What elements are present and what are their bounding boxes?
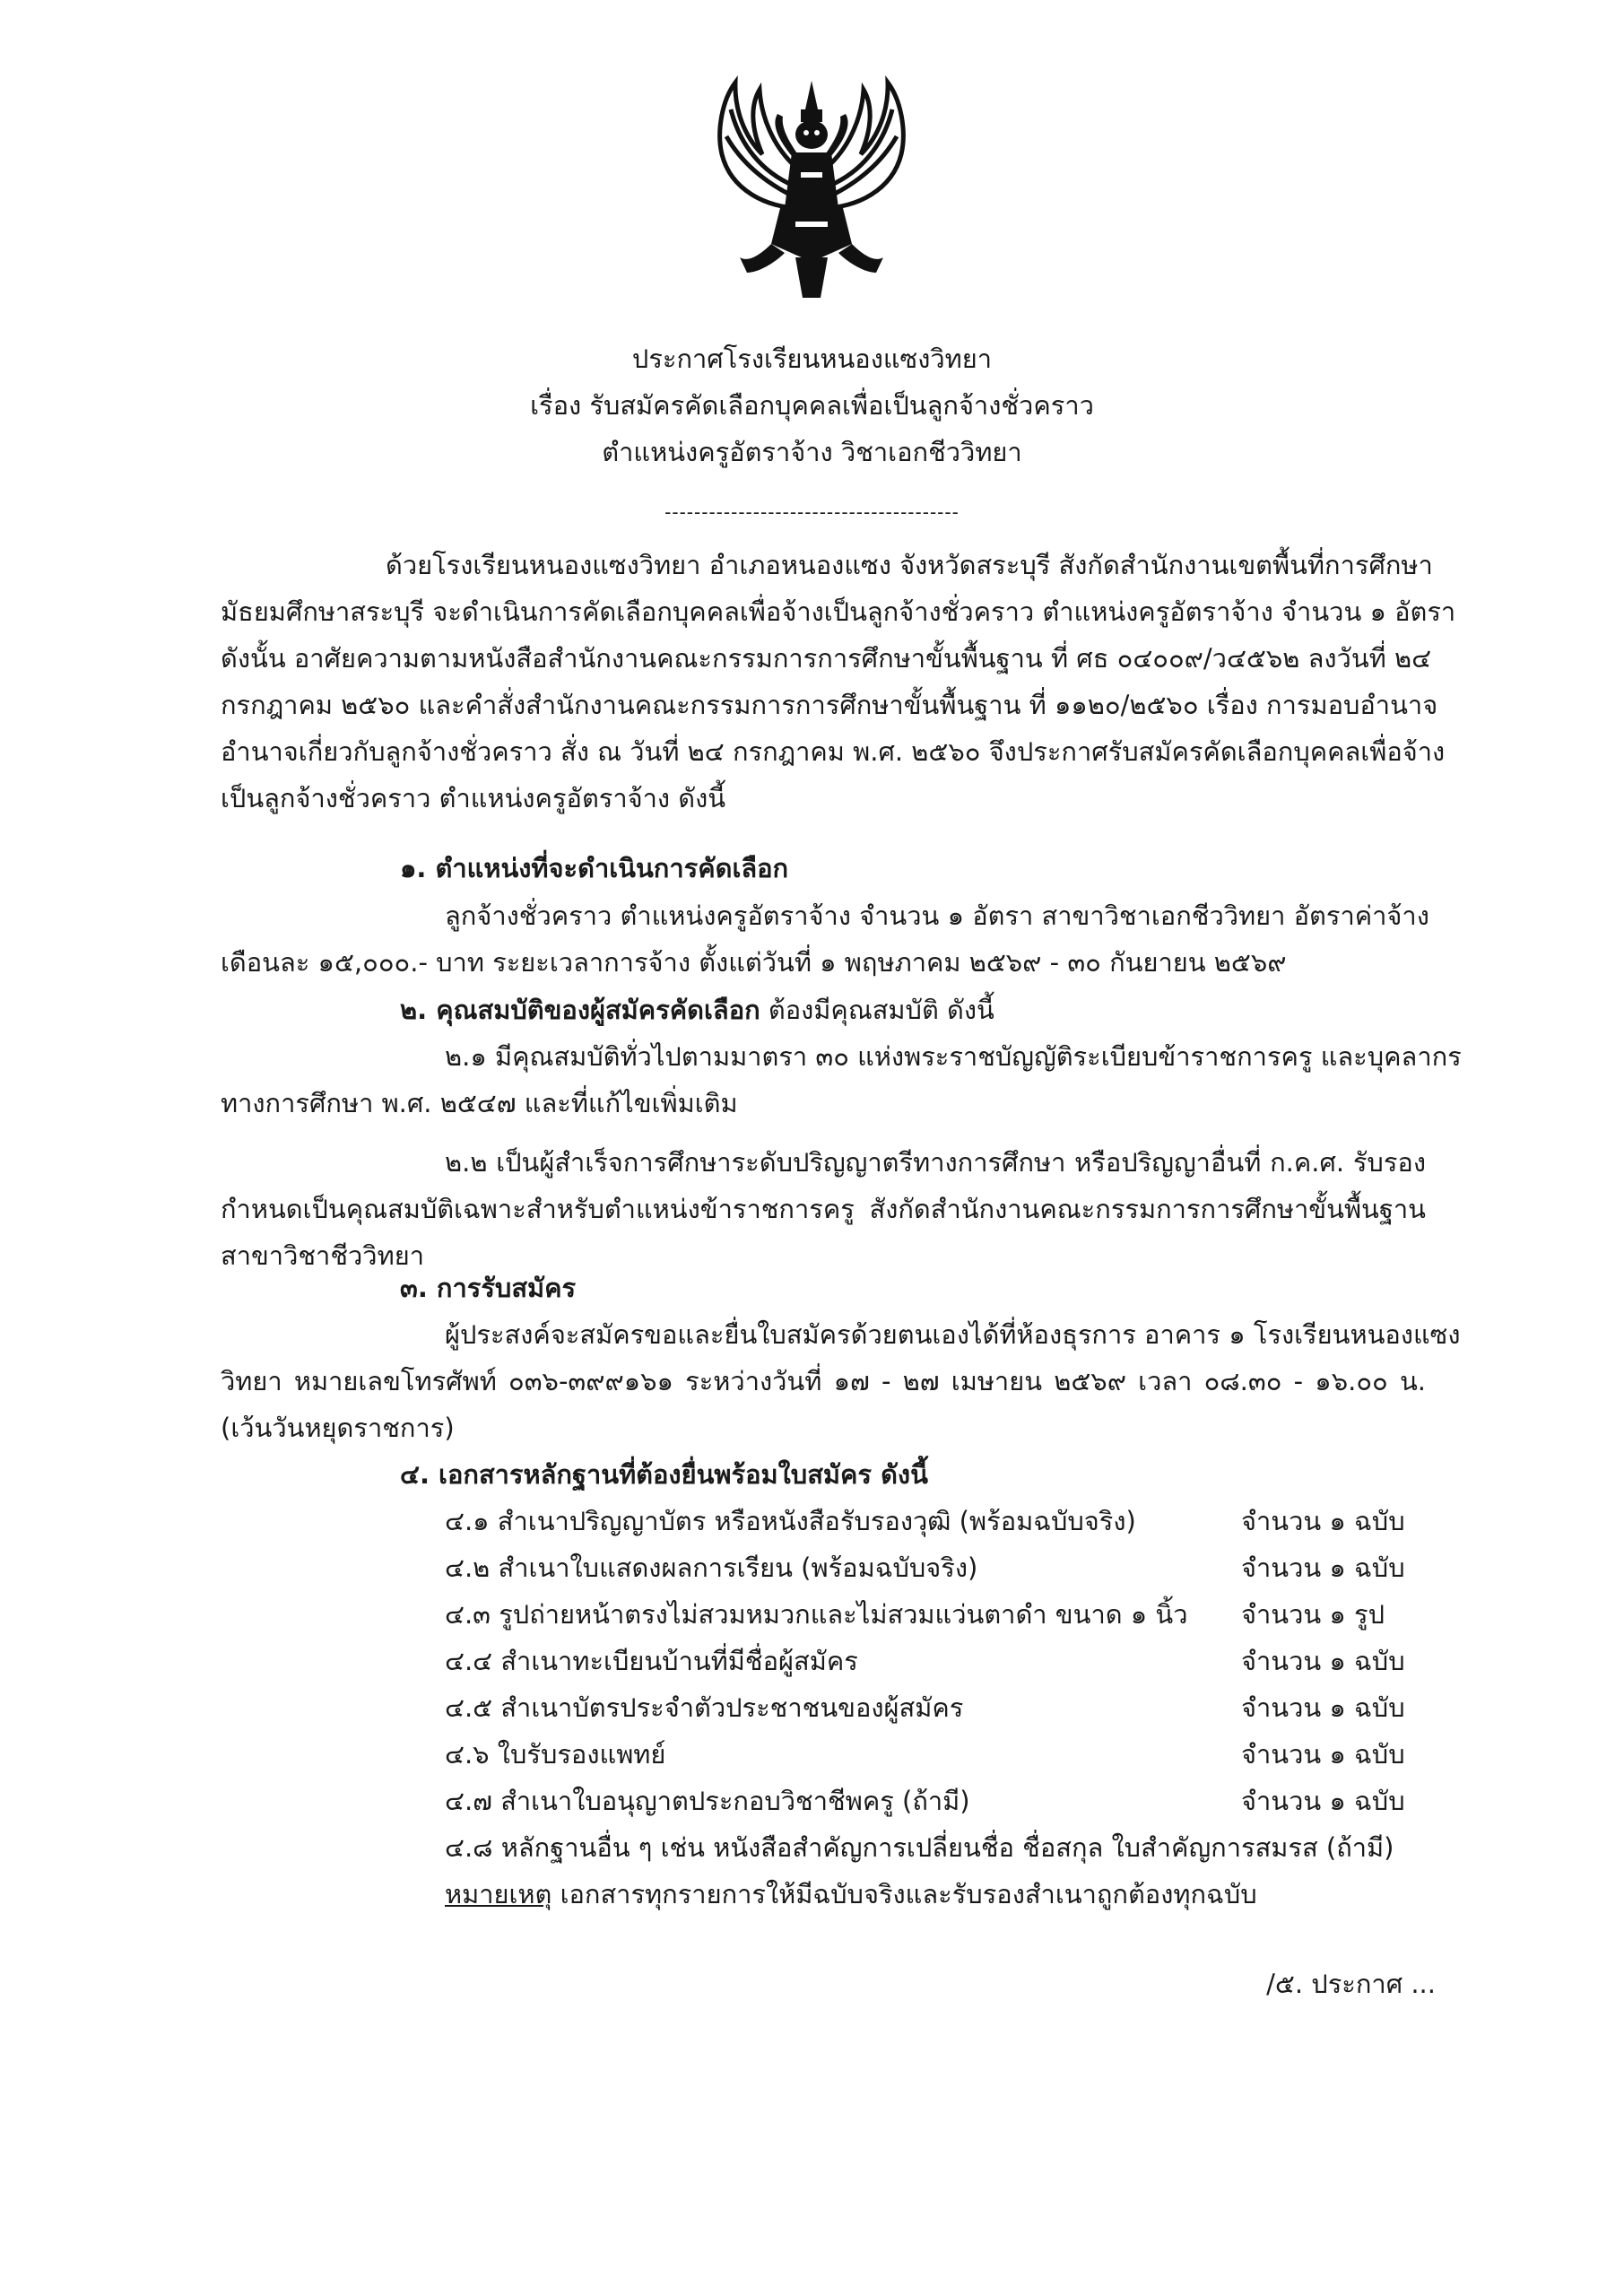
announcement-title: ประกาศโรงเรียนหนองแซงวิทยา [631,344,993,374]
note-row [445,1871,1257,1918]
document-item [445,1498,1422,1544]
document-item-name: ๔.๑ สำเนาปริญญาบัตร หรือหนังสือรับรองวุฒิ (พร้อมฉบับจริง) [445,1506,1136,1536]
page-continuation: /๕. ประกาศ ... [1266,1969,1436,1999]
document-item [445,1684,1422,1731]
section-2-2-line-2: กำหนดเป็นคุณสมบัติเฉพาะสำหรับตำแหน่งข้าราชการครู สังกัดสำนักงานคณะกรรมการการศึกษาขั้นพื้นฐาน [221,1194,1426,1224]
garuda-emblem [695,74,928,302]
intro-line-5: อำนาจเกี่ยวกับลูกจ้างชั่วคราว สั่ง ณ วันที่ ๒๔ กรกฎาคม พ.ศ. ๒๕๖๐ จึงประกาศรับสมัครคัดเลือกบุคคลเพื่อจ้าง [221,736,1446,767]
intro-line-2: มัธยมศึกษาสระบุรี จะดำเนินการคัดเลือกบุคคลเพื่อจ้างเป็นลูกจ้างชั่วคราว ตำแหน่งครูอัตราจ้าง จำนวน ๑ อัตรา [221,596,1456,627]
section-2-heading: ๒. คุณสมบัติของผู้สมัครคัดเลือก [400,995,760,1025]
intro-line-6: เป็นลูกจ้างชั่วคราว ตำแหน่งครูอัตราจ้าง ดังนี้ [221,783,726,813]
document-item-qty: จำนวน ๑ ฉบับ [1241,1506,1405,1536]
document-item-qty: จำนวน ๑ ฉบับ [1241,1786,1405,1816]
announcement-position: ตำแหน่งครูอัตราจ้าง วิชาเอกชีววิทยา [602,437,1022,467]
document-item-qty: จำนวน ๑ ฉบับ [1241,1552,1405,1583]
announcement-subject: เรื่อง รับสมัครคัดเลือกบุคคลเพื่อเป็นลูกจ้างชั่วคราว [530,390,1094,421]
section-1-heading: ๑. ตำแหน่งที่จะดำเนินการคัดเลือก [400,853,789,883]
section-2-1-line-2: ทางการศึกษา พ.ศ. ๒๕๔๗ และที่แก้ไขเพิ่มเติม [221,1088,738,1118]
section-2-1-line-1: ๒.๑ มีคุณสมบัติทั่วไปตามมาตรา ๓๐ แห่งพระราชบัญญัติระเบียบข้าราชการครู และบุคลากร [445,1041,1462,1072]
section-3-line-1: ผู้ประสงค์จะสมัครขอและยื่นใบสมัครด้วยตนเองได้ที่ห้องธุรการ อาคาร ๑ โรงเรียนหนองแซง [445,1319,1461,1350]
document-item [445,1638,1422,1684]
note-text: เอกสารทุกรายการให้มีฉบับจริงและรับรองสำเนาถูกต้องทุกฉบับ [551,1879,1257,1909]
section-2-heading-row [400,987,994,1033]
document-item [445,1591,1422,1638]
document-item [445,1544,1422,1591]
document-item-qty: จำนวน ๑ ฉบับ [1241,1692,1405,1723]
section-2-2-line-3: สาขาวิชาชีววิทยา [221,1240,424,1271]
document-item-name: ๔.๖ ใบรับรองแพทย์ [445,1739,666,1770]
document-item [445,1778,1422,1824]
intro-line-3: ดังนั้น อาศัยความตามหนังสือสำนักงานคณะกรรมการการศึกษาขั้นพื้นฐาน ที่ ศธ ๐๔๐๐๙/ว๔๕๖๒ ลงวันที่ ๒๔ [221,643,1432,674]
header-divider: ---------------------------------------- [664,501,960,523]
document-item-name: ๔.๒ สำเนาใบแสดงผลการเรียน (พร้อมฉบับจริง) [445,1552,978,1583]
section-3-line-2: วิทยา หมายเลขโทรศัพท์ ๐๓๖-๓๙๙๑๖๑ ระหว่างวันที่ ๑๗ - ๒๗ เมษายน ๒๕๖๙ เวลา ๐๘.๓๐ - ๑๖.๐๐ น. [221,1366,1426,1396]
document-item-name: ๔.๓ รูปถ่ายหน้าตรงไม่สวมหมวกและไม่สวมแว่นตาดำ ขนาด ๑ นิ้ว [445,1599,1188,1630]
note-label: หมายเหตุ [445,1879,552,1909]
document-item-name: ๔.๗ สำเนาใบอนุญาตประกอบวิชาชีพครู (ถ้ามี) [445,1786,970,1816]
intro-line-4: กรกฎาคม ๒๕๖๐ และคำสั่งสำนักงานคณะกรรมการการศึกษาขั้นพื้นฐาน ที่ ๑๑๒๐/๒๕๖๐ เรื่อง การมอบอำนาจ [221,690,1438,720]
section-3-line-3: (เว้นวันหยุดราชการ) [221,1413,455,1443]
section-3-heading: ๓. การรับสมัคร [400,1273,577,1303]
document-item-qty: จำนวน ๑ ฉบับ [1241,1646,1405,1676]
document-item [445,1731,1422,1778]
section-2-2-line-1: ๒.๒ เป็นผู้สำเร็จการศึกษาระดับปริญญาตรีทางการศึกษา หรือปริญญาอื่นที่ ก.ค.ศ. รับรอง [445,1147,1426,1178]
section-2-heading-tail: ต้องมีคุณสมบัติ ดังนี้ [760,995,994,1025]
section-1-line-1: ลูกจ้างชั่วคราว ตำแหน่งครูอัตราจ้าง จำนวน ๑ อัตรา สาขาวิชาเอกชีววิทยา อัตราค่าจ้าง [445,900,1429,931]
document-item-qty: จำนวน ๑ รูป [1241,1599,1385,1630]
intro-line-1: ด้วยโรงเรียนหนองแซงวิทยา อำเภอหนองแซง จังหวัดสระบุรี สังกัดสำนักงานเขตพื้นที่การศึกษา [386,550,1433,580]
section-4-heading: ๔. เอกสารหลักฐานที่ต้องยื่นพร้อมใบสมัคร ดังนี้ [400,1459,928,1490]
section-1-line-2: เดือนละ ๑๕,๐๐๐.- บาท ระยะเวลาการจ้าง ตั้งแต่วันที่ ๑ พฤษภาคม ๒๕๖๙ - ๓๐ กันยายน ๒๕๖๙ [221,947,1287,978]
document-item-qty: จำนวน ๑ ฉบับ [1241,1739,1405,1770]
document-item-name: ๔.๔ สำเนาทะเบียนบ้านที่มีชื่อผู้สมัคร [445,1646,858,1676]
document-item-8: ๔.๘ หลักฐานอื่น ๆ เช่น หนังสือสำคัญการเปลี่ยนชื่อ ชื่อสกุล ใบสำคัญการสมรส (ถ้ามี) [445,1832,1394,1863]
document-item-name: ๔.๕ สำเนาบัตรประจำตัวประชาชนของผู้สมัคร [445,1692,964,1723]
